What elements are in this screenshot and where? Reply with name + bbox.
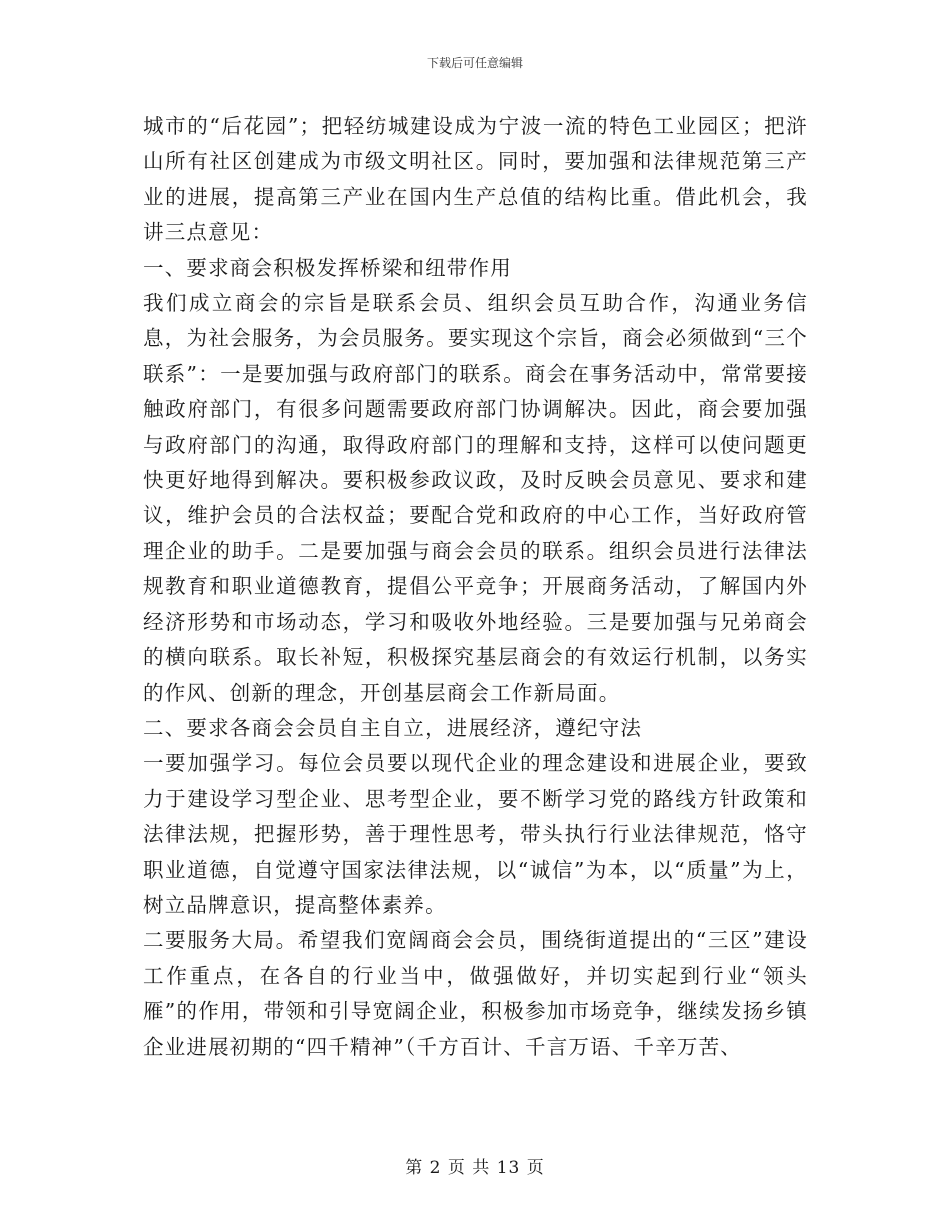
- paragraph-intro: 城市的“后花园”；把轻纺城建设成为宁波一流的特色工业园区；把浒山所有社区创建成为市级文明社区。同时，要加强和法律规范第三产业的进展，提高第三产业在国内生产总值的结构比重。借此机会，我讲三点意见：: [143, 114, 808, 245]
- paragraph-serve: 二要服务大局。希望我们宽阔商会会员，围绕街道提出的“三区”建设工作重点，在各自的行业当中，做强做好，并切实起到行业“领头雁”的作用，带领和引导宽阔企业，积极参加市场竞争，继续发扬乡镇企业进展初期的“四千精神”（千方百计、千言万语、千辛万苦、: [143, 928, 808, 1059]
- section-heading-2: 二、要求各商会会员自主自立，进展经济，遵纪守法: [143, 715, 643, 740]
- paragraph-section-1: 我们成立商会的宗旨是联系会员、组织会员互助合作，沟通业务信息，为社会服务，为会员服务。要实现这个宗旨，商会必须做到“三个联系”：一是要加强与政府部门的联系。商会在事务活动中，常常要接触政府部门，有很多问题需要政府部门协调解决。因此，商会要加强与政府部门的沟通，取得政府部门的理解和支持，这样可以使问题更快更好地得到解决。要积极参政议政，及时反映会员意见、要求和建议，维护会员的合法权益；要配合党和政府的中心工作，当好政府管理企业的助手。二是要加强与商会会员的联系。组织会员进行法律法规教育和职业道德教育，提倡公平竞争；开展商务活动，了解国内外经济形势和市场动态，学习和吸收外地经验。三是要加强与兄弟商会的横向联系。取长补短，积极探究基层商会的有效运行机制，以务实的作风、创新的理念，开创基层商会工作新局面。: [143, 291, 808, 705]
- section-heading-1: 一、要求商会积极发挥桥梁和纽带作用: [143, 255, 512, 280]
- page-header: 下载后可任意编辑: [426, 56, 523, 70]
- document-body: [143, 109, 808, 1065]
- paragraph-study: 一要加强学习。每位会员要以现代企业的理念建设和进展企业，要致力于建设学习型企业、思考型企业，要不断学习党的路线方针政策和法律法规，把握形势，善于理性思考，带头执行行业法律规范，恪守职业道德，自觉遵守国家法律法规，以“诚信”为本，以“质量”为上，树立品牌意识，提高整体素养。: [143, 751, 808, 917]
- page-number: 第 2 页 共 13 页: [405, 1158, 545, 1178]
